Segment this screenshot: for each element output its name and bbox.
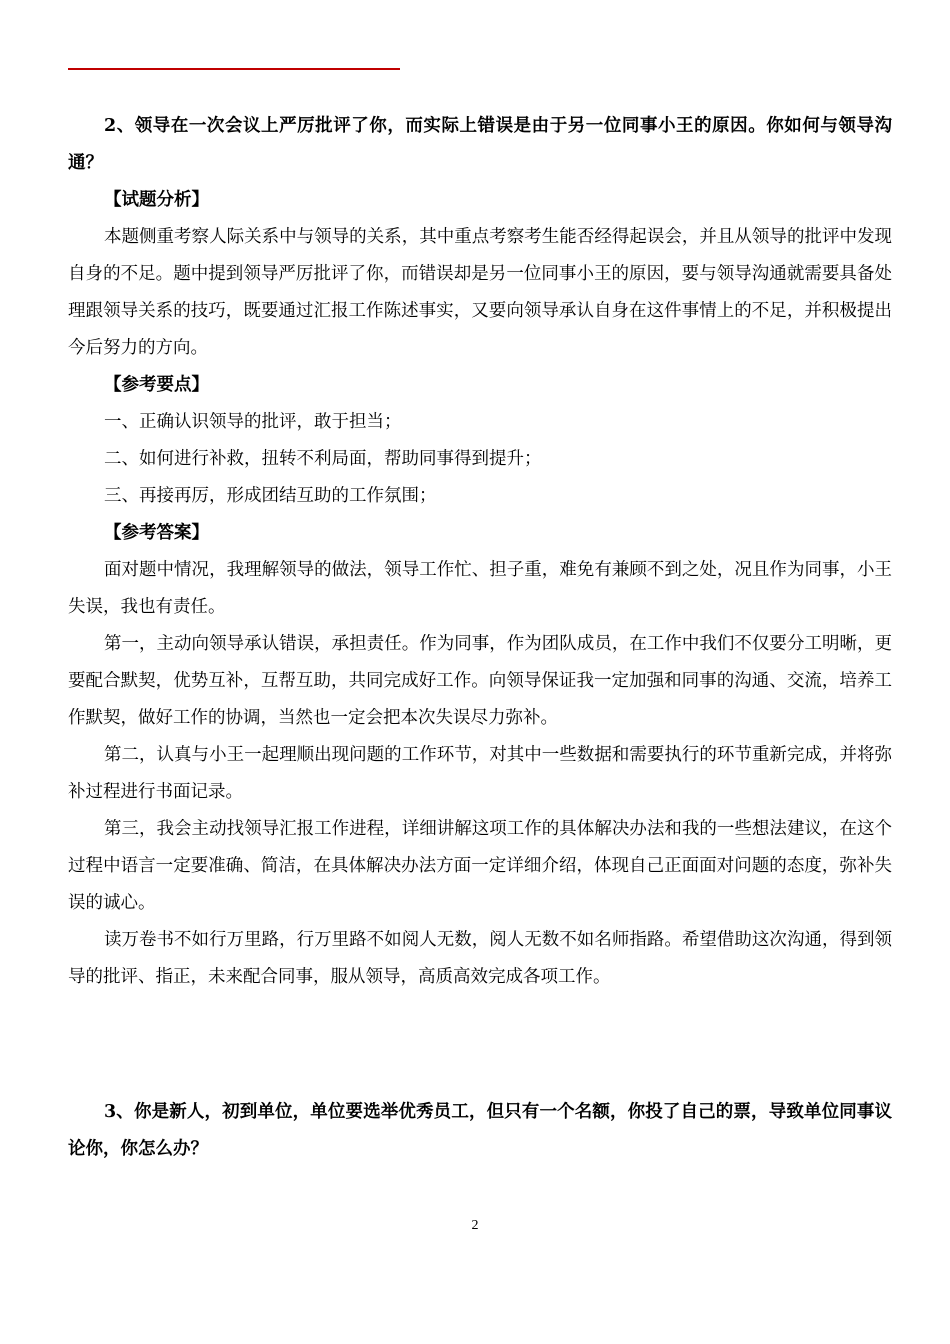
point-item: 三、再接再厉，形成团结互助的工作氛围； [104, 486, 437, 506]
top-red-rule [68, 68, 400, 70]
answer-paragraph: 第一，主动向领导承认错误，承担责任。作为同事，作为团队成员，在工作中我们不仅要分工明晰，更要配合默契，优势互补，互帮互助，共同完成好工作。向领导保证我一定加强和同事的沟通、交流，培养工作默契，做好工作的协调，当然也一定会把本次失误尽力弥补。 [68, 634, 892, 728]
analysis-heading: 【试题分析】 [104, 190, 209, 210]
answer-heading: 【参考答案】 [104, 523, 209, 543]
answer-paragraph: 读万卷书不如行万里路，行万里路不如阅人无数，阅人无数不如名师指路。希望借助这次沟通，得到领导的批评、指正，未来配合同事，服从领导，高质高效完成各项工作。 [68, 930, 892, 987]
point-item: 一、正确认识领导的批评，敢于担当； [104, 412, 402, 432]
answer-paragraph: 第二，认真与小王一起理顺出现问题的工作环节，对其中一些数据和需要执行的环节重新完成，并将弥补过程进行书面记录。 [68, 745, 892, 802]
answer-paragraph: 面对题中情况，我理解领导的做法，领导工作忙、担子重，难免有兼顾不到之处，况且作为同事，小王失误，我也有责任。 [68, 560, 892, 617]
document-body [68, 108, 892, 1168]
points-heading: 【参考要点】 [104, 375, 209, 395]
section-spacer [68, 996, 892, 1094]
point-item: 二、如何进行补救，扭转不利局面，帮助同事得到提升； [104, 449, 542, 469]
page-number: 2 [471, 1218, 479, 1233]
analysis-text: 本题侧重考察人际关系中与领导的关系，其中重点考察考生能否经得起误会，并且从领导的批评中发现自身的不足。题中提到领导严厉批评了你，而错误却是另一位同事小王的原因，要与领导沟通就需要具备处理跟领导关系的技巧，既要通过汇报工作陈述事实，又要向领导承认自身在这件事情上的不足，并积极提出今后努力的方向。 [68, 227, 892, 358]
answer-paragraph: 第三，我会主动找领导汇报工作进程，详细讲解这项工作的具体解决办法和我的一些想法建议，在这个过程中语言一定要准确、简洁，在具体解决办法方面一定详细介绍，体现自己正面面对问题的态度，弥补失误的诚心。 [68, 819, 892, 913]
question-3-title: 3、你是新人，初到单位，单位要选举优秀员工，但只有一个名额，你投了自己的票，导致单位同事议论你，你怎么办？ [68, 1102, 892, 1159]
question-2-title: 2、领导在一次会议上严厉批评了你，而实际上错误是由于另一位同事小王的原因。你如何与领导沟通？ [68, 116, 892, 173]
